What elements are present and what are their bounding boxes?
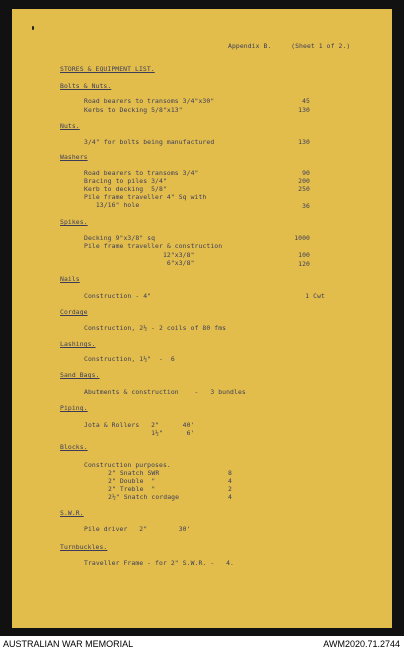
washers-qty: 200 [298,177,310,185]
pin-hole-mark [32,26,34,30]
spikes-qty: 1000 [294,234,310,242]
section-heading-lashings: Lashings. [60,340,96,348]
section-heading-swr: S.W.R. [60,509,84,517]
washers-item: Bracing to piles 3/4" [84,177,167,185]
blocks-qty: 2 [228,485,232,493]
bolts-qty: 45 [302,97,310,105]
nuts-item: 3/4" for bolts being manufactured [84,138,215,146]
section-heading-sandbags: Sand Bags. [60,371,100,379]
section-heading-piping: Piping. [60,404,88,412]
bolts-item: Road bearers to transoms 3/4"x30" [84,97,215,105]
blocks-item: 2" Snatch SWR [108,469,160,477]
washers-item: 13/16" hole [84,201,140,209]
washers-qty: 250 [298,185,310,193]
section-heading-nuts: Nuts. [60,122,80,130]
nails-qty: 1 Cwt [305,292,325,300]
section-heading-spikes: Spikes. [60,218,88,226]
bolts-item: Kerbs to Decking 5/8"x13" [84,106,183,114]
blocks-intro: Construction purposes. [84,461,171,469]
section-heading-nails: Nails [60,275,80,283]
washers-qty: 36 [302,202,310,210]
blocks-qty: 4 [228,493,232,501]
nuts-qty: 130 [298,138,310,146]
spikes-item: 12"x3/8" [84,251,195,259]
section-heading-blocks: Blocks. [60,443,88,451]
footer-accession-number: AWM2020.71.2744 [323,639,400,649]
spikes-qty: 100 [298,251,310,259]
blocks-qty: 4 [228,477,232,485]
piping-item: Jota & Rollers 2" 40' [84,421,195,429]
blocks-item: 2" Double " [108,477,156,485]
lashings-item: Construction, 1½" - 6 [84,355,175,363]
washers-item: Kerb to decking 5/8" [84,185,167,193]
spikes-item: Decking 9"x3/8" sq [84,234,156,242]
archive-footer [0,636,404,653]
blocks-item: 2½" Snatch cordage [108,493,180,501]
section-heading-washers: Washers [60,153,88,161]
cordage-item: Construction, 2½ - 2 coils of 80 fms [84,324,227,332]
document-title: STORES & EQUIPMENT LIST. [60,65,155,73]
piping-item: 1½" 6' [84,429,195,437]
washers-item: Road bearers to transoms 3/4" [84,169,199,177]
spikes-item: Pile frame traveller & construction [84,242,223,250]
bolts-qty: 130 [298,106,310,114]
blocks-item: 2" Treble " [108,485,156,493]
spikes-item: 6"x3/8" [84,259,195,267]
washers-item: Pile frame traveller 4" Sq with [84,193,207,201]
nails-item: Construction - 4" [84,292,152,300]
section-heading-bolts: Bolts & Nuts. [60,82,112,90]
washers-qty: 90 [302,169,310,177]
blocks-qty: 8 [228,469,232,477]
section-heading-turnbuckles: Turnbuckles. [60,543,108,551]
sandbags-item: Abutments & construction - 3 bundles [84,388,246,396]
swr-item: Pile driver 2" 30' [84,525,191,533]
sheet-header: Appendix B. (Sheet 1 of 2.) [228,42,351,50]
turnbuckles-item: Traveller Frame - for 2" S.W.R. - 4. [84,559,235,567]
section-heading-cordage: Cordage [60,308,88,316]
footer-institution: AUSTRALIAN WAR MEMORIAL [3,639,134,649]
spikes-qty: 120 [298,260,310,268]
